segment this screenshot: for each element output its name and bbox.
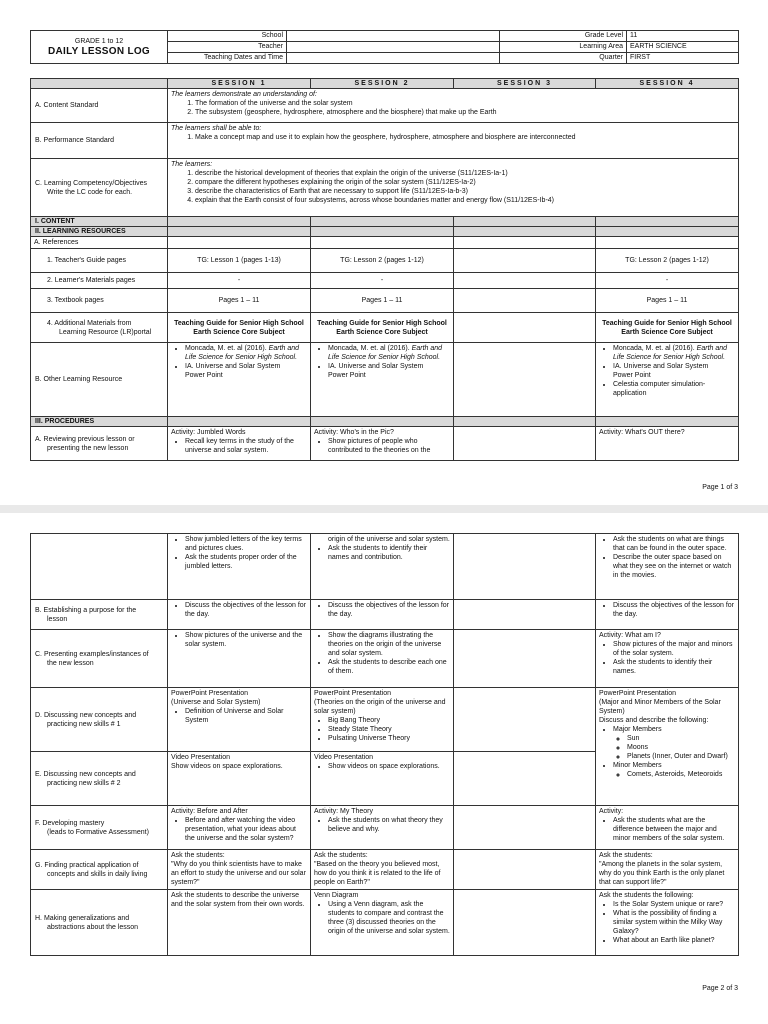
proc-d-s2 (311, 688, 454, 752)
other-ppt: • IA. Universe and Solar System Power Point (328, 362, 450, 380)
section-content: I. CONTENT (31, 217, 168, 227)
proc-b-label-line1: B. Establishing a purpose for the (35, 606, 137, 614)
tg-s4: TG: Lesson 2 (pages 1-12) (596, 249, 739, 273)
proc-d-s1 (168, 688, 311, 752)
header-table (30, 30, 739, 64)
proc-d-label-line1: D. Discussing new concepts and (35, 711, 137, 719)
proc-h-label (31, 890, 168, 956)
dates-label: Teaching Dates and Time (168, 53, 287, 64)
proc-a-label-line2: presenting the new lesson (47, 444, 129, 452)
page-number-2: Page 2 of 3 (702, 985, 738, 992)
lm-s4: - (596, 273, 739, 289)
page-2 (0, 513, 768, 1024)
other-s1 (168, 343, 311, 417)
proc-h-label-line1: H. Making generalizations and (35, 914, 130, 922)
proc-e-s2 (311, 752, 454, 806)
other-ppt: • IA. Universe and Solar System Power Point (185, 362, 307, 380)
am-line2: Earth Science Core Subject (621, 328, 713, 336)
am-line1: Teaching Guide for Senior High School (602, 319, 732, 327)
other-ppt: • IA. Universe and Solar System Power Point (613, 362, 735, 380)
content-standard-item: 2. The subsystem (geosphere, hydrosphere, atmosphere and the biosphere) that make up the Earth (195, 108, 735, 117)
proc-a-s1-bullet: • Show jumbled letters of the key terms and pictures clues. (185, 535, 307, 553)
proc-g-s2-title: Ask the students: (314, 852, 368, 859)
proc-d-label-line2: practicing new skills # 1 (47, 720, 121, 728)
section-learning-resources: II. LEARNING RESOURCES (31, 227, 168, 237)
other-s3 (454, 343, 596, 417)
proc-g-label-line1: G. Finding practical application of (35, 861, 139, 869)
proc-e-s1-title: Video Presentation (171, 754, 231, 761)
proc-a-s2-title: Activity: Who's in the Pic? (314, 429, 394, 436)
proc-f-s2-title: Activity: My Theory (314, 808, 373, 815)
proc-d-major-item: ◦ Sun (627, 734, 735, 743)
other-moncada: • Moncada, M. et. al (2016). Earth and Life Science for Senior High School. (185, 344, 307, 362)
proc-c-s1 (168, 630, 311, 688)
proc-c-s3 (454, 630, 596, 688)
proc-g-s4 (596, 850, 739, 890)
proc-f-label (31, 806, 168, 850)
proc-d-minor: • Minor Members ◦ Comets, Asteroids, Meteoroids (613, 761, 735, 779)
proc-a-label (31, 427, 168, 461)
proc-e-s1 (168, 752, 311, 806)
proc-c-bullet: • Show pictures of the universe and the solar system. (185, 631, 307, 649)
proc-c-label-line2: the new lesson (47, 659, 94, 667)
proc-b-label (31, 600, 168, 630)
other-celestia: • Celestia computer simulation- application (613, 380, 735, 398)
proc-h-s3 (454, 890, 596, 956)
proc-a-s4 (596, 427, 739, 461)
other-moncada: • Moncada, M. et. al (2016). Earth and Life Science for Senior High School. (328, 344, 450, 362)
proc-a-s3 (454, 427, 596, 461)
proc-g-s4-text: "Among the planets in the solar system, why do you think Earth is the only planet that can support life?" (599, 861, 725, 886)
proc-f-s2 (311, 806, 454, 850)
proc-d-s4 (596, 688, 739, 806)
proc-d-bullet: • Big Bang Theory (328, 716, 450, 725)
proc-c-bullet: • Show pictures of the major and minors of the solar system. (613, 640, 735, 658)
proc-b-bullet: • Discuss the objectives of the lesson for the day. (185, 601, 307, 619)
proc-a-s4-bullet: • Describe the outer space based on what they see on the internet or watch in the movies. (613, 553, 735, 580)
tg-s3 (454, 249, 596, 273)
proc-a-label-line1: A. Reviewing previous lesson or (35, 435, 135, 443)
am-label (31, 313, 168, 343)
am-label-line1: 4. Additional Materials from (47, 319, 132, 327)
proc-h-s4-title: Ask the students the following: (599, 892, 694, 899)
proc-d-bullet: • Pulsating Universe Theory (328, 734, 450, 743)
content-standard-cell (168, 89, 739, 123)
performance-standard-label: B. Performance Standard (31, 123, 168, 159)
content-standard-label: A. Content Standard (31, 89, 168, 123)
references-label: A. References (31, 237, 168, 249)
proc-a-s2-cont: origin of the universe and solar system. (328, 536, 450, 543)
other-moncada: • Moncada, M. et. al (2016). Earth and Life Science for Senior High School. (613, 344, 735, 362)
proc-e-label (31, 752, 168, 806)
tb-s1: Pages 1 – 11 (168, 289, 311, 313)
proc-h-s2 (311, 890, 454, 956)
am-s4 (596, 313, 739, 343)
proc-b-bullet: • Discuss the objectives of the lesson for the day. (328, 601, 450, 619)
proc-g-label-line2: concepts and skills in daily living (47, 870, 148, 878)
tb-s4: Pages 1 – 11 (596, 289, 739, 313)
proc-h-s1-text: Ask the students to describe the universe and the solar system from their own words. (171, 892, 305, 908)
competency-label-line1: C. Learning Competency/Objectives (35, 179, 148, 187)
proc-h-s4 (596, 890, 739, 956)
proc-d-major: • Major Members ◦ Sun ◦ Moons ◦ Planets (Inner, Outer and Dwarf) (613, 725, 735, 761)
competency-item: 1. describe the historical development of theories that explain the origin of the universe (S11/12ES-Ia-1) (195, 169, 735, 178)
proc-g-s1-title: Ask the students: (171, 852, 225, 859)
proc-d-bullet: • Steady State Theory (328, 725, 450, 734)
proc-f-s4 (596, 806, 739, 850)
competency-label-line2: Write the LC code for each. (47, 188, 133, 196)
tb-s3 (454, 289, 596, 313)
proc-g-s2 (311, 850, 454, 890)
performance-standard-cell (168, 123, 739, 159)
proc-f-bullet: • Before and after watching the video presentation, what your ideas about the universe and the solar system? (185, 816, 307, 843)
proc-h-label-line2: abstractions about the lesson (47, 923, 139, 931)
other-s4 (596, 343, 739, 417)
am-label-line2: Learning Resource (LR)portal (59, 328, 152, 336)
proc-g-label (31, 850, 168, 890)
teacher-label: Teacher (168, 42, 287, 53)
competency-label (31, 159, 168, 217)
proc-d-s1-title: PowerPoint Presentation (171, 690, 249, 697)
proc-g-s1 (168, 850, 311, 890)
proc-g-s4-title: Ask the students: (599, 852, 653, 859)
proc-c-label (31, 630, 168, 688)
competency-item: 3. describe the characteristics of Earth that are necessary to support life (S11/12ES-Ia-b-3) (195, 187, 735, 196)
proc-a-s4-title: Activity: What's OUT there? (599, 429, 685, 436)
page-title: DAILY LESSON LOG (47, 46, 151, 57)
proc-h-bullet: • What is the possibility of finding a similar system within the Milky Way Galaxy? (613, 909, 735, 936)
proc-g-s1-text: "Why do you think scientists have to make an effort to study the universe and our solar system?" (171, 861, 306, 886)
proc-d-s1-subtitle: (Universe and Solar System) (171, 699, 261, 706)
session-4-header: SESSION 4 (596, 79, 739, 89)
lm-s2: - (311, 273, 454, 289)
proc-a-cont-s1 (168, 534, 311, 600)
proc-e-s2-title: Video Presentation (314, 754, 374, 761)
performance-standard-item: 1. Make a concept map and use it to explain how the geosphere, hydrosphere, atmosphere and biosphere are interconnected (195, 133, 735, 142)
grade-level-value[interactable]: 11 (627, 31, 739, 42)
learning-area-label: Learning Area (500, 42, 627, 53)
proc-c-bullet: • Ask the students to identify their names. (613, 658, 735, 676)
proc-e-label-line2: practicing new skills # 2 (47, 779, 121, 787)
proc-c-s2 (311, 630, 454, 688)
content-standard-item: 1. The formation of the universe and the solar system (195, 99, 735, 108)
other-s2 (311, 343, 454, 417)
proc-d-s4-title: PowerPoint Presentation (599, 690, 677, 697)
header-logo (31, 31, 168, 64)
am-line1: Teaching Guide for Senior High School (174, 319, 304, 327)
proc-a-s2 (311, 427, 454, 461)
proc-f-s1 (168, 806, 311, 850)
competency-cell (168, 159, 739, 217)
tg-s1: TG: Lesson 1 (pages 1-13) (168, 249, 311, 273)
proc-b-label-line2: lesson (47, 615, 68, 623)
am-s2 (311, 313, 454, 343)
proc-e-bullet: • Show videos on space explorations. (328, 762, 450, 771)
proc-a-s1-bullet: • Recall key terms in the study of the universe and solar system. (185, 437, 307, 455)
school-field[interactable] (287, 31, 500, 42)
proc-a-s1-title: Activity: Jumbled Words (171, 429, 246, 436)
proc-d-s2-subtitle: (Theories on the origin of the universe and solar system) (314, 699, 446, 715)
page-number-1: Page 1 of 3 (702, 484, 738, 491)
proc-h-s1 (168, 890, 311, 956)
section-procedures: III. PROCEDURES (31, 417, 168, 427)
session-header-blank (31, 79, 168, 89)
proc-a-s2-bullet: • Show pictures of people who contributed to the theories on the (328, 437, 450, 455)
proc-f-bullet: • Ask the students what are the difference between the major and minor members of the solar system. (613, 816, 735, 843)
proc-h-bullet: • What about an Earth like planet? (613, 936, 735, 945)
proc-b-bullet: • Discuss the objectives of the lesson for the day. (613, 601, 735, 619)
proc-c-s4-title: Activity: What am I? (599, 632, 661, 639)
proc-d-s4-instruction: Discuss and describe the following: (599, 717, 709, 724)
proc-d-s2-title: PowerPoint Presentation (314, 690, 392, 697)
proc-b-s4 (596, 600, 739, 630)
competency-item: 4. explain that the Earth consist of four subsystems, across whose boundaries matter and energy flow (S11/12ES-Ib-4) (195, 196, 735, 205)
proc-f-s3 (454, 806, 596, 850)
session-3-header: SESSION 3 (454, 79, 596, 89)
competency-intro: The learners: (171, 161, 213, 168)
proc-d-minor-item: ◦ Comets, Asteroids, Meteoroids (627, 770, 735, 779)
lm-s3 (454, 273, 596, 289)
dates-field[interactable] (287, 53, 500, 64)
am-s1 (168, 313, 311, 343)
proc-e-s3 (454, 752, 596, 806)
proc-f-label-line2: (leads to Formative Assessment) (47, 828, 149, 836)
proc-f-s4-title: Activity: (599, 808, 624, 815)
teacher-field[interactable] (287, 42, 500, 53)
am-line2: Earth Science Core Subject (193, 328, 285, 336)
proc-a-cont-s2 (311, 534, 454, 600)
am-line1: Teaching Guide for Senior High School (317, 319, 447, 327)
proc-g-s3 (454, 850, 596, 890)
proc-a-s2-bullet: • Ask the students to identify their names and contribution. (328, 544, 450, 562)
am-line2: Earth Science Core Subject (336, 328, 428, 336)
other-resource-label: B. Other Learning Resource (31, 343, 168, 417)
lm-s1: - (168, 273, 311, 289)
session-2-header: SESSION 2 (311, 79, 454, 89)
proc-d-major-item: ◦ Planets (Inner, Outer and Dwarf) (627, 752, 735, 761)
am-s3 (454, 313, 596, 343)
quarter-label: Quarter (500, 53, 627, 64)
proc-d-s3 (454, 688, 596, 752)
proc-f-s1-title: Activity: Before and After (171, 808, 248, 815)
school-label: School (168, 31, 287, 42)
tb-s2: Pages 1 – 11 (311, 289, 454, 313)
tb-label: 3. Textbook pages (31, 289, 168, 313)
proc-a-cont-label (31, 534, 168, 600)
learning-area-value[interactable]: EARTH SCIENCE (627, 42, 739, 53)
proc-d-bullet: • Definition of Universe and Solar System (185, 707, 307, 725)
proc-h-bullet: • Using a Venn diagram, ask the students to compare and contrast the three (3) discussed theories on the origin of the universe and solar system. (328, 900, 450, 936)
proc-a-s4-bullet: • Ask the students on what are things that can be found in the outer space. (613, 535, 735, 553)
quarter-value[interactable]: FIRST (627, 53, 739, 64)
proc-g-s2-text: "Based on the theory you believed most, how do you think it is related to the life of people on Earth?" (314, 861, 441, 886)
lesson-table-page1 (30, 78, 739, 461)
proc-a-s1-bullet: • Ask the students proper order of the jumbled letters. (185, 553, 307, 571)
tg-label: 1. Teacher's Guide pages (31, 249, 168, 273)
page-1 (0, 0, 768, 505)
proc-a-s1 (168, 427, 311, 461)
proc-a-cont-s3 (454, 534, 596, 600)
proc-c-label-line1: C. Presenting examples/instances of (35, 650, 149, 658)
proc-c-s4 (596, 630, 739, 688)
proc-a-cont-s4 (596, 534, 739, 600)
proc-e-s1-text: Show videos on space explorations. (171, 763, 283, 770)
proc-b-s2 (311, 600, 454, 630)
proc-e-label-line1: E. Discussing new concepts and (35, 770, 136, 778)
proc-h-s2-title: Venn Diagram (314, 892, 359, 899)
lesson-table-page2 (30, 533, 739, 956)
competency-item: 2. compare the different hypotheses explaining the origin of the solar system (S11/12ES-Ia-2) (195, 178, 735, 187)
proc-f-label-line1: F. Developing mastery (35, 819, 105, 827)
session-1-header: SESSION 1 (168, 79, 311, 89)
proc-f-bullet: • Ask the students on what theory they believe and why. (328, 816, 450, 834)
proc-c-bullet: • Show the diagrams illustrating the theories on the origin of the universe and solar system. (328, 631, 450, 658)
content-standard-intro: The learners demonstrate an understanding of: (171, 91, 317, 98)
grade-level-label: Grade Level (500, 31, 627, 42)
proc-c-bullet: • Ask the students to describe each one of them. (328, 658, 450, 676)
proc-d-label (31, 688, 168, 752)
proc-d-major-item: ◦ Moons (627, 743, 735, 752)
proc-b-s3 (454, 600, 596, 630)
proc-b-s1 (168, 600, 311, 630)
tg-s2: TG: Lesson 2 (pages 1-12) (311, 249, 454, 273)
lm-label: 2. Learner's Materials pages (31, 273, 168, 289)
proc-h-bullet: • Is the Solar System unique or rare? (613, 900, 735, 909)
proc-d-s4-subtitle: (Major and Minor Members of the Solar System) (599, 699, 721, 715)
grade-range: GRADE 1 to 12 (74, 38, 124, 45)
performance-standard-intro: The learners shall be able to: (171, 125, 262, 132)
